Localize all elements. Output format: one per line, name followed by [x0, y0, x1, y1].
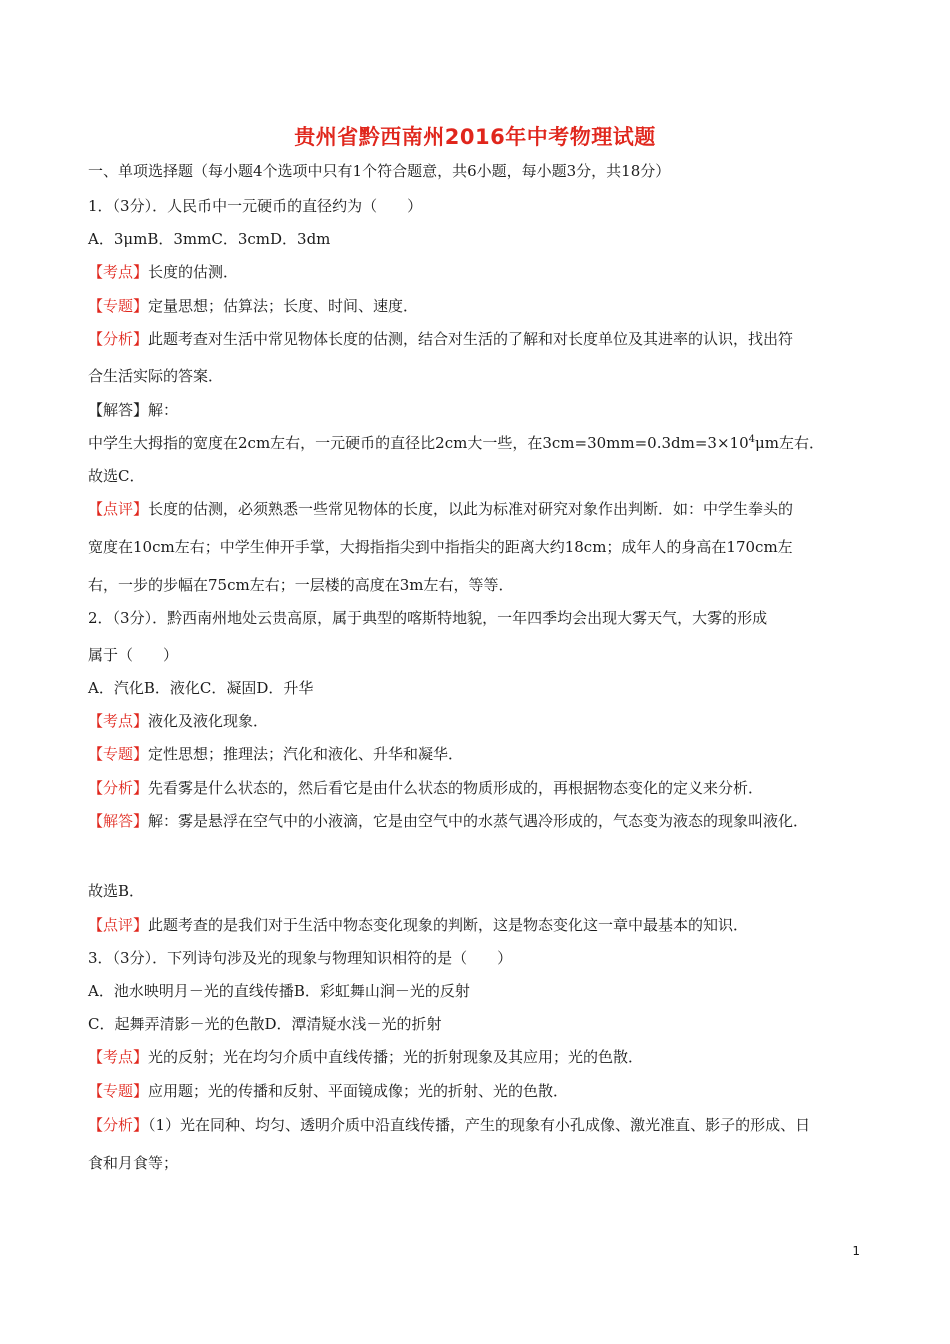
jieda-label: 【解答】	[88, 401, 149, 419]
page-title: 贵州省黔西南州2016年中考物理试题	[294, 125, 656, 149]
q1-jieda-pre: 中学生大拇指的宽度在2cm左右，一元硬币的直径比2cm大一些，在3cm=30mm=0.3dm=3×10	[88, 434, 749, 452]
kaodian-label: 【考点】	[88, 712, 149, 730]
q2-jieda-text: 解：雾是悬浮在空气中的小液滴，它是由空气中的水蒸气遇冷形成的，气态变为液态的现象叫液化．	[148, 812, 809, 830]
q1-options: A．3μmB．3mmC．3cmD．3dm	[88, 230, 331, 248]
page-number: 1	[852, 1244, 860, 1258]
dianping-label: 【点评】	[88, 916, 149, 934]
q1-kaodian-text: 长度的估测．	[148, 263, 239, 281]
q3-stem: 3．（3分）．下列诗句涉及光的现象与物理知识相符的是（ ）	[88, 949, 513, 967]
q1-jieda	[88, 399, 878, 421]
zhuanti-label: 【专题】	[88, 1082, 149, 1100]
q3-fenxi-text: （1）光在同种、均匀、透明介质中沿直线传播，产生的现象有小孔成像、激光准直、影子的形成、日	[148, 1116, 811, 1134]
q2-stem-cont: 属于（ ）	[88, 646, 179, 664]
q1-fenxi-cont: 合生活实际的答案．	[88, 367, 224, 385]
q3-options-1: A．池水映明月－光的直线传播B．彩虹舞山涧－光的反射	[88, 982, 470, 1000]
q2-answer: 故选B．	[88, 882, 145, 900]
q2-stem: 2．（3分）．黔西南州地处云贵高原，属于典型的喀斯特地貌，一年四季均会出现大雾天气，大雾的形成	[88, 609, 768, 627]
q3-zhuanti	[88, 1080, 878, 1102]
q2-kaodian-text: 液化及液化现象．	[148, 712, 269, 730]
q1-jieda-line	[88, 432, 878, 454]
section-heading: 一、单项选择题（每小题4个选项中只有1个符合题意，共6小题，每小题3分，共18分）	[88, 162, 671, 180]
jieda-label: 【解答】	[88, 812, 149, 830]
q3-options-2: C．起舞弄清影－光的色散D．潭清疑水浅－光的折射	[88, 1015, 442, 1033]
q1-kaodian	[88, 261, 878, 283]
q1-jieda-sup: 4	[748, 434, 756, 445]
q1-dianping-cont-1: 宽度在10cm左右；中学生伸开手掌，大拇指指尖到中指指尖的距离大约18cm；成年人的身高在170cm左	[88, 538, 793, 556]
q1-zhuanti-text: 定量思想；估算法；长度、时间、速度．	[148, 297, 419, 315]
q2-zhuanti	[88, 743, 878, 765]
q2-jieda	[88, 810, 878, 832]
q2-kaodian	[88, 710, 878, 732]
q1-fenxi	[88, 328, 878, 350]
q3-kaodian	[88, 1046, 878, 1068]
q3-kaodian-text: 光的反射；光在均匀介质中直线传播；光的折射现象及其应用；光的色散．	[148, 1048, 644, 1066]
zhuanti-label: 【专题】	[88, 745, 149, 763]
q2-fenxi	[88, 777, 878, 799]
q1-dianping-cont-2: 右，一步的步幅在75cm左右；一层楼的高度在3m左右，等等．	[88, 576, 514, 594]
q3-fenxi	[88, 1114, 878, 1136]
q1-jieda-text: 解：	[148, 401, 179, 419]
zhuanti-label: 【专题】	[88, 297, 149, 315]
fenxi-label: 【分析】	[88, 1116, 149, 1134]
q2-zhuanti-text: 定性思想；推理法；汽化和液化、升华和凝华．	[148, 745, 464, 763]
q1-jieda-post: μm左右．	[755, 434, 824, 452]
q2-dianping-text: 此题考查的是我们对于生活中物态变化现象的判断，这是物态变化这一章中最基本的知识．	[148, 916, 749, 934]
q1-dianping	[88, 498, 878, 520]
fenxi-label: 【分析】	[88, 779, 149, 797]
q2-options: A．汽化B．液化C．凝固D．升华	[88, 679, 314, 697]
dianping-label: 【点评】	[88, 500, 149, 518]
q1-answer: 故选C．	[88, 467, 145, 485]
q1-dianping-text: 长度的估测，必须熟悉一些常见物体的长度，以此为标准对研究对象作出判断．如：中学生拳头的	[148, 500, 794, 518]
fenxi-label: 【分析】	[88, 330, 149, 348]
q2-fenxi-text: 先看雾是什么状态的，然后看它是由什么状态的物质形成的，再根据物态变化的定义来分析．	[148, 779, 764, 797]
q1-stem: 1．（3分）．人民币中一元硬币的直径约为（ ）	[88, 197, 423, 215]
q1-fenxi-text: 此题考查对生活中常见物体长度的估测，结合对生活的了解和对长度单位及其进率的认识，找出符	[148, 330, 794, 348]
q3-fenxi-cont: 食和月食等；	[88, 1154, 179, 1172]
q2-dianping	[88, 914, 878, 936]
kaodian-label: 【考点】	[88, 263, 149, 281]
q1-zhuanti	[88, 295, 878, 317]
kaodian-label: 【考点】	[88, 1048, 149, 1066]
q3-zhuanti-text: 应用题；光的传播和反射、平面镜成像；光的折射、光的色散．	[148, 1082, 569, 1100]
